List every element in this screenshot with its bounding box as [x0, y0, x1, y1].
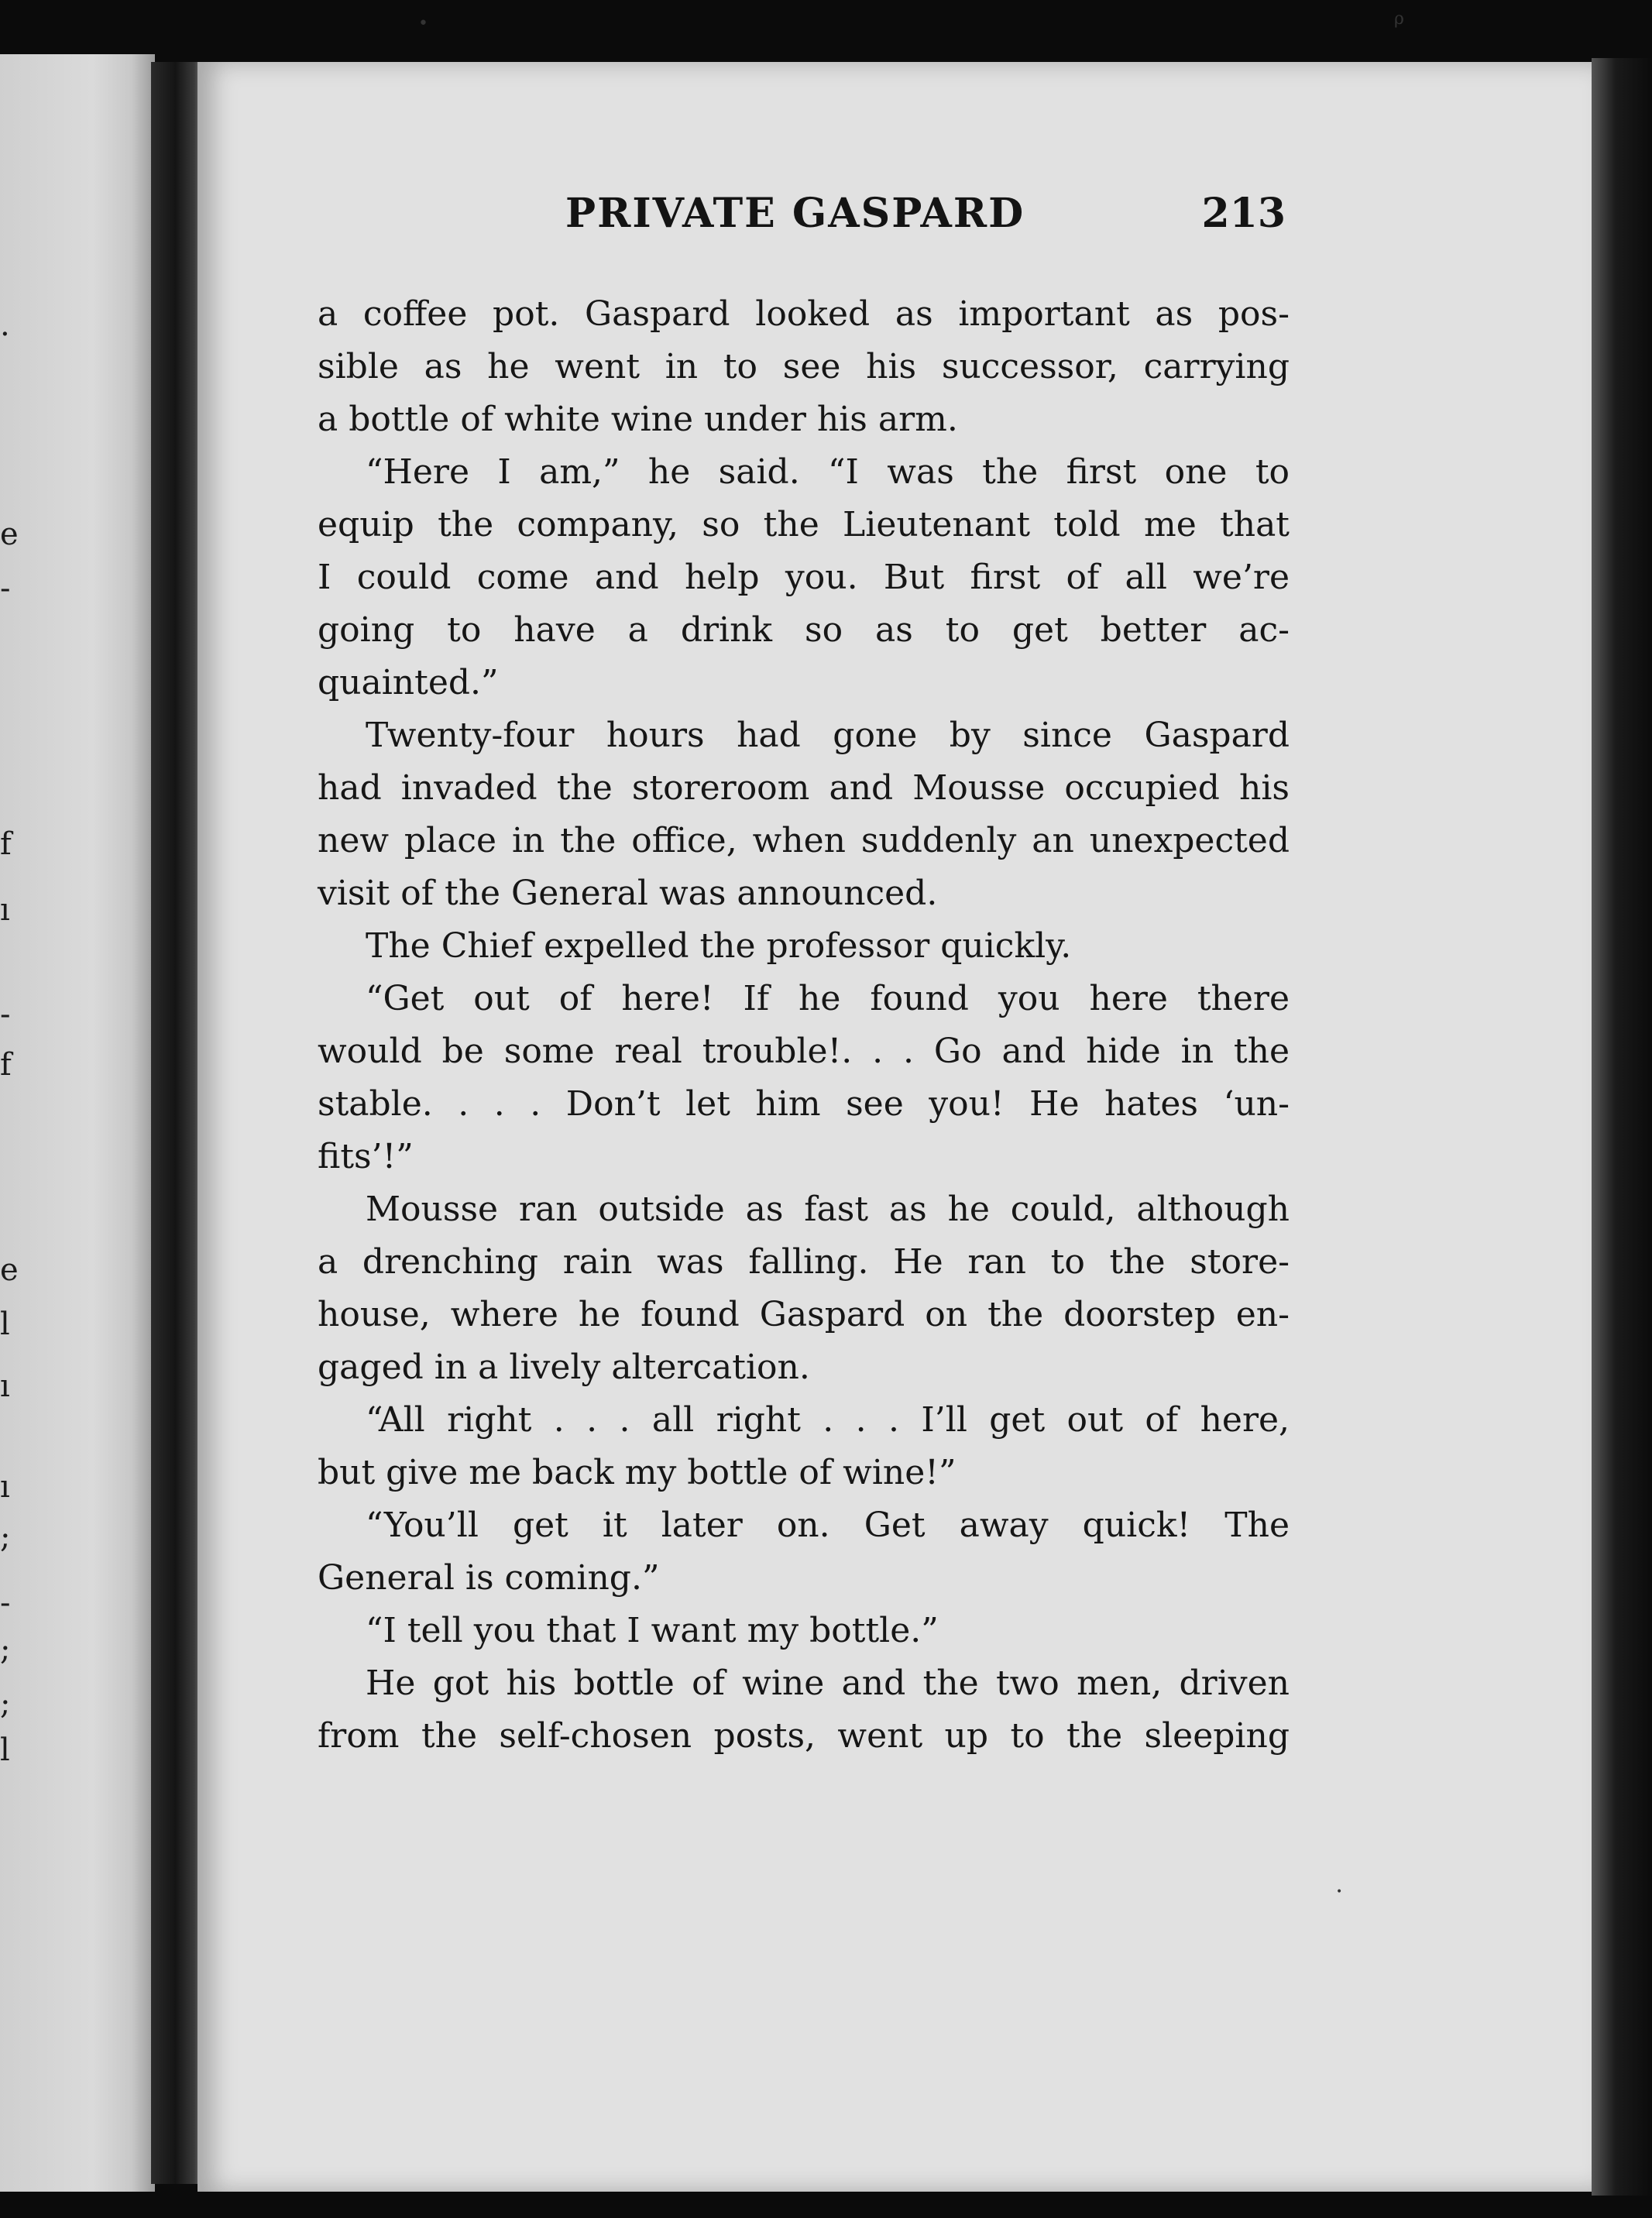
text-line: “Get out of here! If he found you here there: [366, 979, 1290, 1018]
text-line: house, where he found Gaspard on the doorstep en-: [318, 1295, 1290, 1334]
text-line: “All right . . . all right . . . I’ll get out of here,: [366, 1400, 1290, 1440]
text-line: stable. . . . Don’t let him see you! He hates ‘un-: [318, 1084, 1290, 1124]
margin-fragment: -: [0, 571, 11, 606]
margin-fragment: -: [0, 997, 11, 1032]
text-line: new place in the office, when suddenly an unexpected: [318, 821, 1290, 860]
margin-fragment: ı: [0, 1368, 10, 1404]
margin-fragment: ;: [0, 1686, 11, 1722]
text-line: a bottle of white wine under his arm.: [318, 400, 958, 439]
running-head: [372, 190, 1286, 252]
margin-fragment: ;: [0, 1632, 11, 1667]
margin-fragment: e: [0, 517, 19, 552]
text-line: going to have a drink so as to get better ac-: [318, 610, 1290, 650]
text-line: Twenty-four hours had gone by since Gaspard: [366, 716, 1290, 755]
scan-speck: ρ: [1394, 9, 1404, 29]
text-line: quainted.”: [318, 663, 499, 702]
margin-fragment: ı: [0, 892, 10, 928]
text-line: fits’!”: [318, 1137, 414, 1176]
scan-speck: •: [418, 14, 428, 33]
left-page-edge: [0, 54, 155, 2192]
page-number: 213: [1201, 190, 1286, 237]
text-line: a drenching rain was falling. He ran to the store-: [318, 1242, 1290, 1282]
margin-fragment: ı: [0, 1469, 10, 1505]
margin-fragment: e: [0, 1252, 19, 1288]
body-text: [318, 288, 1290, 1763]
text-line: “You’ll get it later on. Get away quick! The: [366, 1506, 1290, 1545]
text-line: gaged in a lively altercation.: [318, 1348, 810, 1387]
text-line: The Chief expelled the professor quickly.: [366, 926, 1072, 966]
text-line: visit of the General was announced.: [318, 874, 938, 913]
scan-speck: •: [1336, 1886, 1343, 1898]
margin-fragment: .: [0, 307, 10, 343]
text-line: but give me back my bottle of wine!”: [318, 1453, 957, 1492]
text-line: Mousse ran outside as fast as he could, although: [366, 1190, 1290, 1229]
text-line: “I tell you that I want my bottle.”: [366, 1611, 939, 1650]
text-line: General is coming.”: [318, 1558, 660, 1598]
right-page-edge: [1592, 58, 1652, 2196]
margin-fragment: -: [0, 1585, 11, 1621]
left-page-text-fragments: [0, 54, 155, 2192]
text-line: would be some real trouble!. . . Go and hide in the: [318, 1032, 1290, 1071]
text-line: “Here I am,” he said. “I was the first one to: [366, 452, 1290, 492]
margin-fragment: ;: [0, 1519, 11, 1555]
text-line: from the self-chosen posts, went up to the sleeping: [318, 1716, 1290, 1756]
text-line: sible as he went in to see his successor, carrying: [318, 347, 1290, 386]
text-line: a coffee pot. Gaspard looked as important as pos-: [318, 294, 1290, 334]
running-title: PRIVATE GASPARD: [565, 190, 1025, 237]
text-line: equip the company, so the Lieutenant told me that: [318, 505, 1290, 544]
text-line: had invaded the storeroom and Mousse occupied his: [318, 768, 1290, 808]
margin-fragment: l: [0, 1306, 10, 1342]
text-line: I could come and help you. But first of all we’re: [318, 558, 1290, 597]
text-line: He got his bottle of wine and the two men, driven: [366, 1664, 1290, 1703]
margin-fragment: l: [0, 1732, 10, 1768]
margin-fragment: f: [0, 826, 12, 862]
margin-fragment: f: [0, 1047, 12, 1083]
